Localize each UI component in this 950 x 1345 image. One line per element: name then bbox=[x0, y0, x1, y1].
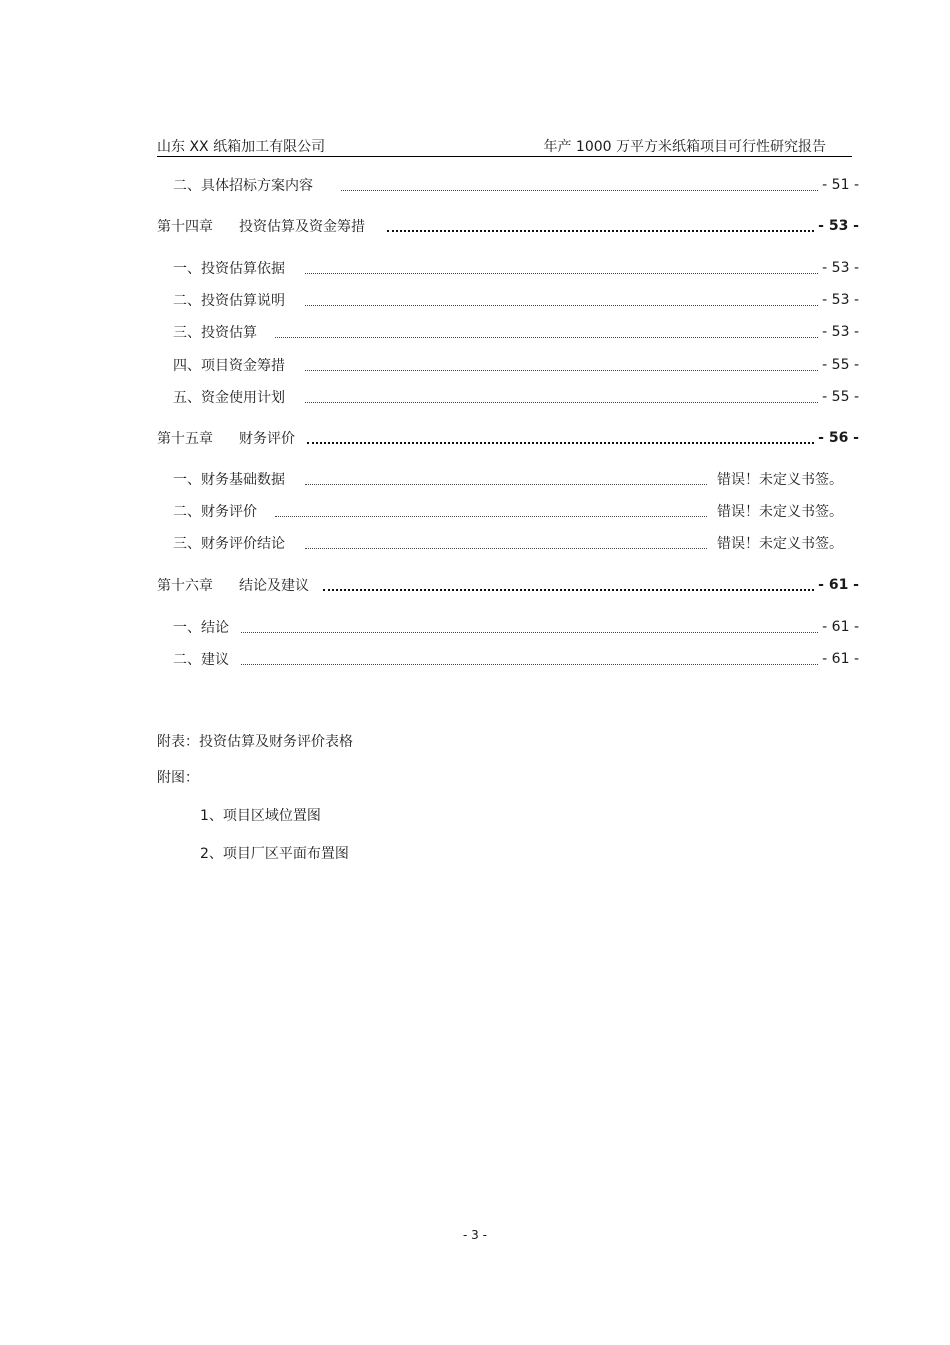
toc-leader-dots bbox=[241, 618, 818, 633]
toc-leader-dots bbox=[305, 534, 707, 549]
header-company: 山东 XX 纸箱加工有限公司 bbox=[157, 139, 326, 155]
toc-entry-title: 二、财务评价 bbox=[173, 504, 257, 520]
toc-leader-dots bbox=[305, 388, 818, 403]
appendix-figures-label: 附图： bbox=[157, 770, 199, 786]
toc-leader-dots bbox=[305, 259, 818, 274]
toc-entry-title: 五、资金使用计划 bbox=[173, 390, 285, 406]
toc-entry-financial-data[interactable] bbox=[173, 469, 843, 489]
toc-entry-title: 一、财务基础数据 bbox=[173, 472, 285, 488]
toc-entry-conclusion[interactable] bbox=[173, 617, 859, 637]
appendix-figure-item: 1、项目区域位置图 bbox=[200, 808, 321, 824]
toc-leader-dots bbox=[241, 650, 818, 665]
toc-entry-suggestions[interactable] bbox=[173, 649, 859, 669]
toc-chapter-number: 第十六章 bbox=[157, 578, 213, 594]
toc-entry-page: 错误！未定义书签。 bbox=[717, 472, 843, 488]
toc-entry-title: 二、具体招标方案内容 bbox=[173, 178, 313, 194]
toc-entry-page: - 55 - bbox=[822, 389, 859, 405]
toc-leader-dots bbox=[275, 502, 707, 517]
toc-entry-estimation-notes[interactable] bbox=[173, 290, 859, 310]
toc-entry-page: - 55 - bbox=[822, 357, 859, 373]
toc-chapter-title: 结论及建议 bbox=[239, 578, 309, 594]
toc-entry-title: 四、项目资金筹措 bbox=[173, 358, 285, 374]
appendix-tables-label: 附表：投资估算及财务评价表格 bbox=[157, 734, 353, 750]
toc-entry-page: - 61 - bbox=[822, 619, 859, 635]
header-report-title: 年产 1000 万平方米纸箱项目可行性研究报告 bbox=[543, 139, 826, 155]
toc-leader-dots bbox=[305, 470, 707, 485]
toc-leader-dots bbox=[305, 356, 818, 371]
toc-entry-bidding-plan[interactable] bbox=[173, 175, 859, 195]
toc-chapter-title: 财务评价 bbox=[239, 431, 295, 447]
toc-chapter-title: 投资估算及资金筹措 bbox=[239, 219, 365, 235]
toc-entry-page: - 56 - bbox=[818, 430, 859, 446]
toc-chapter-14[interactable] bbox=[157, 216, 859, 236]
toc-entry-page: - 53 - bbox=[822, 260, 859, 276]
toc-entry-title: 一、投资估算依据 bbox=[173, 261, 285, 277]
toc-entry-title: 三、财务评价结论 bbox=[173, 536, 285, 552]
toc-leader-dots bbox=[323, 575, 814, 591]
toc-leader-dots bbox=[305, 291, 818, 306]
toc-entry-title: 三、投资估算 bbox=[173, 325, 257, 341]
toc-entry-estimation-basis[interactable] bbox=[173, 258, 859, 278]
toc-entry-page: 错误！未定义书签。 bbox=[717, 504, 843, 520]
toc-entry-financial-conclusion[interactable] bbox=[173, 533, 843, 553]
toc-leader-dots bbox=[341, 176, 818, 191]
toc-entry-fund-usage[interactable] bbox=[173, 387, 859, 407]
toc-chapter-15[interactable] bbox=[157, 428, 859, 448]
toc-chapter-number: 第十五章 bbox=[157, 431, 213, 447]
toc-chapter-number: 第十四章 bbox=[157, 219, 213, 235]
toc-leader-dots bbox=[387, 216, 814, 232]
toc-entry-page: - 53 - bbox=[822, 292, 859, 308]
toc-entry-financial-evaluation[interactable] bbox=[173, 501, 843, 521]
toc-entry-page: - 51 - bbox=[822, 177, 859, 193]
toc-entry-title: 一、结论 bbox=[173, 620, 229, 636]
toc-entry-page: - 61 - bbox=[822, 651, 859, 667]
toc-chapter-16[interactable] bbox=[157, 575, 859, 595]
toc-entry-page: 错误！未定义书签。 bbox=[717, 536, 843, 552]
toc-leader-dots bbox=[275, 323, 818, 338]
toc-entry-page: - 61 - bbox=[818, 577, 859, 593]
toc-leader-dots bbox=[307, 428, 814, 444]
page-header bbox=[157, 134, 852, 157]
appendix-figure-item: 2、项目厂区平面布置图 bbox=[200, 846, 349, 862]
toc-entry-title: 二、投资估算说明 bbox=[173, 293, 285, 309]
toc-entry-title: 二、建议 bbox=[173, 652, 229, 668]
toc-entry-page: - 53 - bbox=[822, 324, 859, 340]
toc-entry-page: - 53 - bbox=[818, 218, 859, 234]
page-number: - 3 - bbox=[463, 1228, 487, 1242]
toc-entry-fund-raising[interactable] bbox=[173, 355, 859, 375]
toc-entry-investment-estimate[interactable] bbox=[173, 322, 859, 342]
